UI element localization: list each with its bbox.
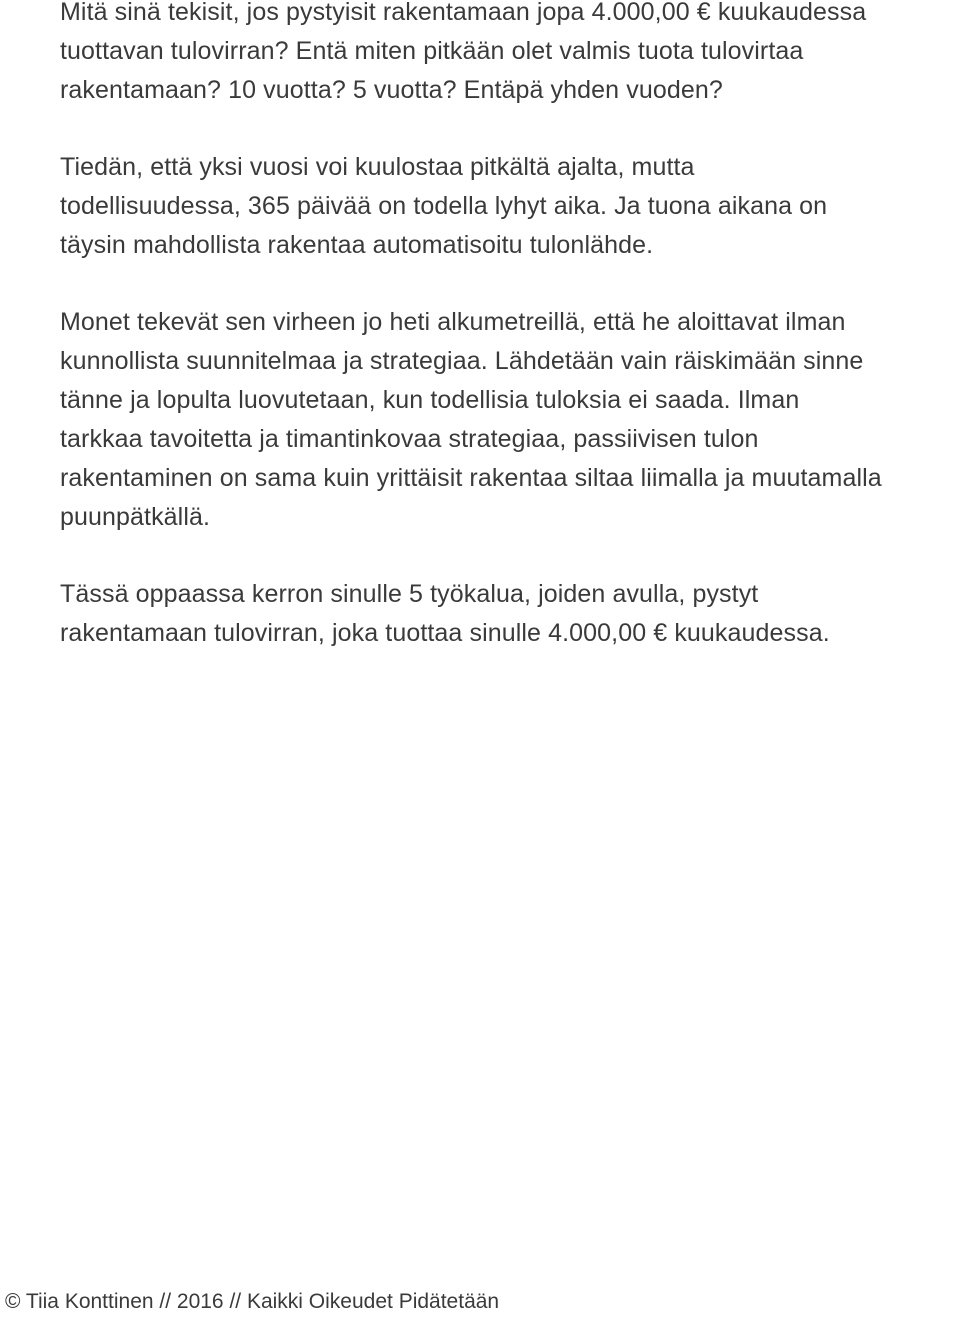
paragraph-common-mistake xyxy=(60,303,960,537)
paragraph-line: todellisuudessa, 365 päivää on todella lyhyt aika. Ja tuona aikana on xyxy=(60,192,828,220)
paragraph-line: tarkkaa tavoitetta ja timantinkovaa strategiaa, passiivisen tulon xyxy=(60,425,759,453)
paragraph-intro-question xyxy=(60,0,960,110)
paragraph-line: Mitä sinä tekisit, jos pystyisit rakentamaan jopa 4.000,00 € kuukaudessa xyxy=(60,0,867,26)
paragraph-line: kunnollista suunnitelmaa ja strategiaa. Lähdetään vain räiskimään sinne xyxy=(60,347,864,375)
paragraph-one-year xyxy=(60,148,960,265)
paragraph-line: Monet tekevät sen virheen jo heti alkumetreillä, että he aloittavat ilman xyxy=(60,308,846,336)
paragraph-line: puunpätkällä. xyxy=(60,503,211,531)
paragraph-guide-intro xyxy=(60,575,960,653)
paragraph-line: tuottavan tulovirran? Entä miten pitkään olet valmis tuota tulovirtaa xyxy=(60,37,804,65)
document-body xyxy=(60,0,960,691)
paragraph-line: täysin mahdollista rakentaa automatisoitu tulonlähde. xyxy=(60,231,654,259)
paragraph-line: tänne ja lopulta luovutetaan, kun todellisia tuloksia ei saada. Ilman xyxy=(60,386,800,414)
paragraph-line: rakentamaan tulovirran, joka tuottaa sinulle 4.000,00 € kuukaudessa. xyxy=(60,619,830,647)
paragraph-line: rakentamaan? 10 vuotta? 5 vuotta? Entäpä yhden vuoden? xyxy=(60,76,723,104)
copyright-footer: © Tiia Konttinen // 2016 // Kaikki Oikeudet Pidätetään xyxy=(5,1290,500,1313)
paragraph-line: rakentaminen on sama kuin yrittäisit rakentaa siltaa liimalla ja muutamalla xyxy=(60,464,882,492)
paragraph-line: Tiedän, että yksi vuosi voi kuulostaa pitkältä ajalta, mutta xyxy=(60,153,695,181)
paragraph-line: Tässä oppaassa kerron sinulle 5 työkalua, joiden avulla, pystyt xyxy=(60,580,759,608)
